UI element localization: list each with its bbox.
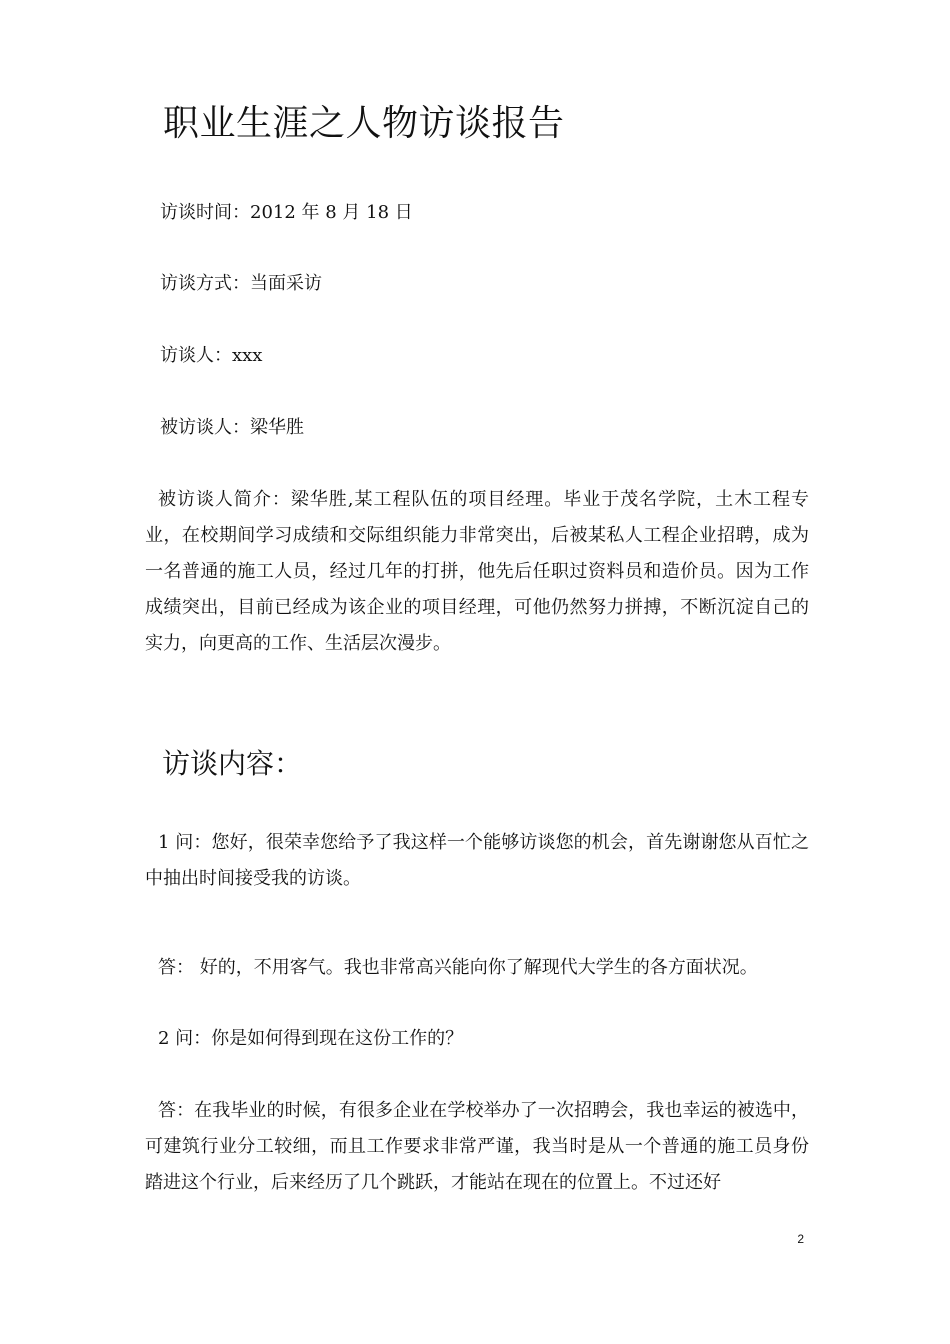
interview-method: 访谈方式：当面采访	[160, 273, 322, 294]
interviewee-intro-paragraph: 被访谈人简介：梁华胜,某工程队伍的项目经理。毕业于茂名学院，土木工程专业，在校期间学习成绩和交际组织能力非常突出，后被某私人工程企业招聘，成为一名普通的施工人员，经过几年的打拼，他先后任职过资料员和造价员。因为工作成绩突出，目前已经成为该企业的项目经理，可他仍然努力拼搏，不断沉淀自己的实力，向更高的工作、生活层次漫步。	[145, 489, 809, 654]
document-title: 职业生涯之人物访谈报告	[163, 103, 565, 144]
interview-time: 访谈时间：2012 年 8 月 18 日	[160, 202, 413, 223]
interviewee: 被访谈人：梁华胜	[160, 417, 304, 438]
question-1: 1 问：您好，很荣幸您给予了我这样一个能够访谈您的机会，首先谢谢您从百忙之中抽出时间接受我的访谈。	[145, 832, 809, 889]
section-heading-interview-content: 访谈内容：	[162, 747, 303, 780]
page-number: 2	[797, 1232, 804, 1246]
question-2: 2 问：你是如何得到现在这份工作的？	[158, 1028, 464, 1049]
answer-1: 答： 好的，不用客气。我也非常高兴能向你了解现代大学生的各方面状况。	[158, 957, 758, 978]
answer-2: 答：在我毕业的时候，有很多企业在学校举办了一次招聘会，我也幸运的被选中，可建筑行业分工较细，而且工作要求非常严谨，我当时是从一个普通的施工员身份踏进这个行业，后来经历了几个跳跃，才能站在现在的位置上。不过还好	[145, 1100, 809, 1193]
interviewer: 访谈人：xxx	[160, 345, 263, 366]
